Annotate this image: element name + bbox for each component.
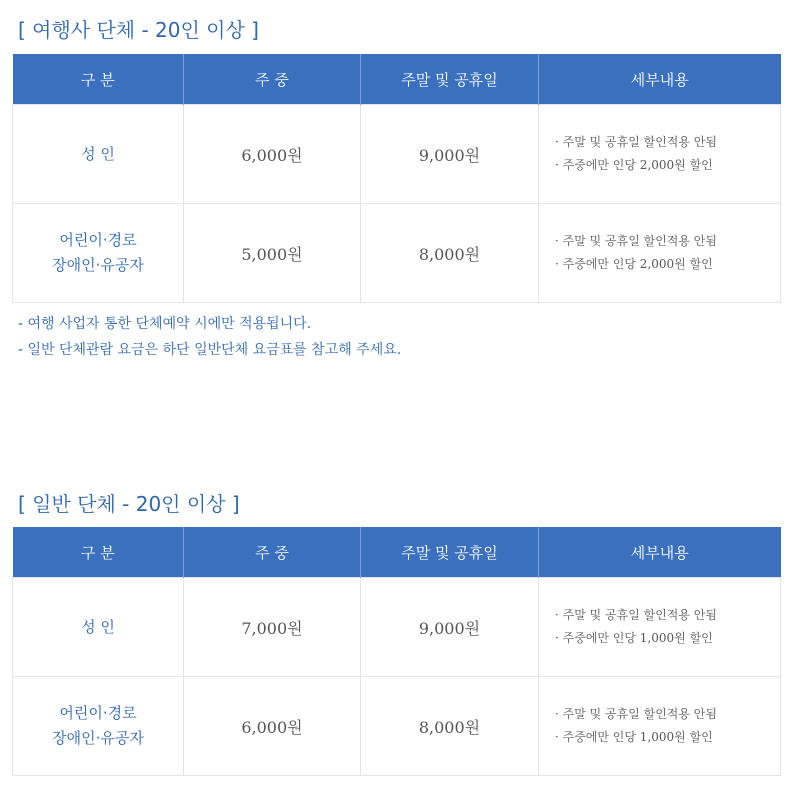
table-row bbox=[13, 105, 781, 204]
category-cell bbox=[13, 677, 184, 776]
weekend-price: 9,000원 bbox=[361, 105, 539, 204]
category-label: 성 인 bbox=[81, 617, 115, 636]
weekday-price: 6,000원 bbox=[184, 105, 361, 204]
detail-line: · 주말 및 공휴일 할인적용 안됨 bbox=[555, 135, 717, 149]
table-row bbox=[13, 677, 781, 776]
header-details: 세부내용 bbox=[539, 54, 781, 105]
category-label: 어린이·경로 bbox=[59, 231, 137, 249]
detail-line: · 주말 및 공휴일 할인적용 안됨 bbox=[555, 608, 717, 622]
detail-line: · 주말 및 공휴일 할인적용 안됨 bbox=[555, 234, 717, 248]
category-cell bbox=[13, 105, 184, 204]
detail-line: · 주중에만 인당 1,000원 할인 bbox=[555, 730, 713, 744]
note-line: - 일반 단체관람 요금은 하단 일반단체 요금표를 참고해 주세요. bbox=[18, 342, 402, 358]
weekend-price: 9,000원 bbox=[361, 578, 539, 677]
detail-line: · 주중에만 인당 2,000원 할인 bbox=[555, 257, 713, 271]
category-cell bbox=[13, 204, 184, 303]
details-cell bbox=[539, 105, 781, 204]
notes bbox=[18, 311, 401, 363]
category-cell bbox=[13, 578, 184, 677]
category-label: 어린이·경로 bbox=[59, 704, 137, 722]
price-table bbox=[12, 54, 781, 303]
header-weekday: 주 중 bbox=[184, 527, 361, 578]
header-category: 구 분 bbox=[13, 527, 184, 578]
category-label: 성 인 bbox=[81, 144, 115, 163]
detail-line: · 주말 및 공휴일 할인적용 안됨 bbox=[555, 707, 717, 721]
header-details: 세부내용 bbox=[539, 527, 781, 578]
details-cell bbox=[539, 204, 781, 303]
weekend-price: 8,000원 bbox=[361, 677, 539, 776]
table-row bbox=[13, 578, 781, 677]
note-line: - 여행 사업자 통한 단체예약 시에만 적용됩니다. bbox=[18, 316, 312, 332]
weekend-price: 8,000원 bbox=[361, 204, 539, 303]
table-header-row bbox=[13, 54, 781, 105]
section-title: [ 일반 단체 - 20인 이상 ] bbox=[18, 492, 240, 516]
header-weekend: 주말 및 공휴일 bbox=[361, 54, 539, 105]
details-cell bbox=[539, 578, 781, 677]
header-weekend: 주말 및 공휴일 bbox=[361, 527, 539, 578]
header-category: 구 분 bbox=[13, 54, 184, 105]
header-weekday: 주 중 bbox=[184, 54, 361, 105]
price-table bbox=[12, 527, 781, 776]
table-header-row bbox=[13, 527, 781, 578]
category-label: 장애인·유공자 bbox=[52, 729, 144, 747]
detail-line: · 주중에만 인당 1,000원 할인 bbox=[555, 631, 713, 645]
category-label: 장애인·유공자 bbox=[52, 256, 144, 274]
weekday-price: 7,000원 bbox=[184, 578, 361, 677]
table-row bbox=[13, 204, 781, 303]
section-title: [ 여행사 단체 - 20인 이상 ] bbox=[18, 18, 259, 42]
weekday-price: 5,000원 bbox=[184, 204, 361, 303]
weekday-price: 6,000원 bbox=[184, 677, 361, 776]
detail-line: · 주중에만 인당 2,000원 할인 bbox=[555, 158, 713, 172]
details-cell bbox=[539, 677, 781, 776]
